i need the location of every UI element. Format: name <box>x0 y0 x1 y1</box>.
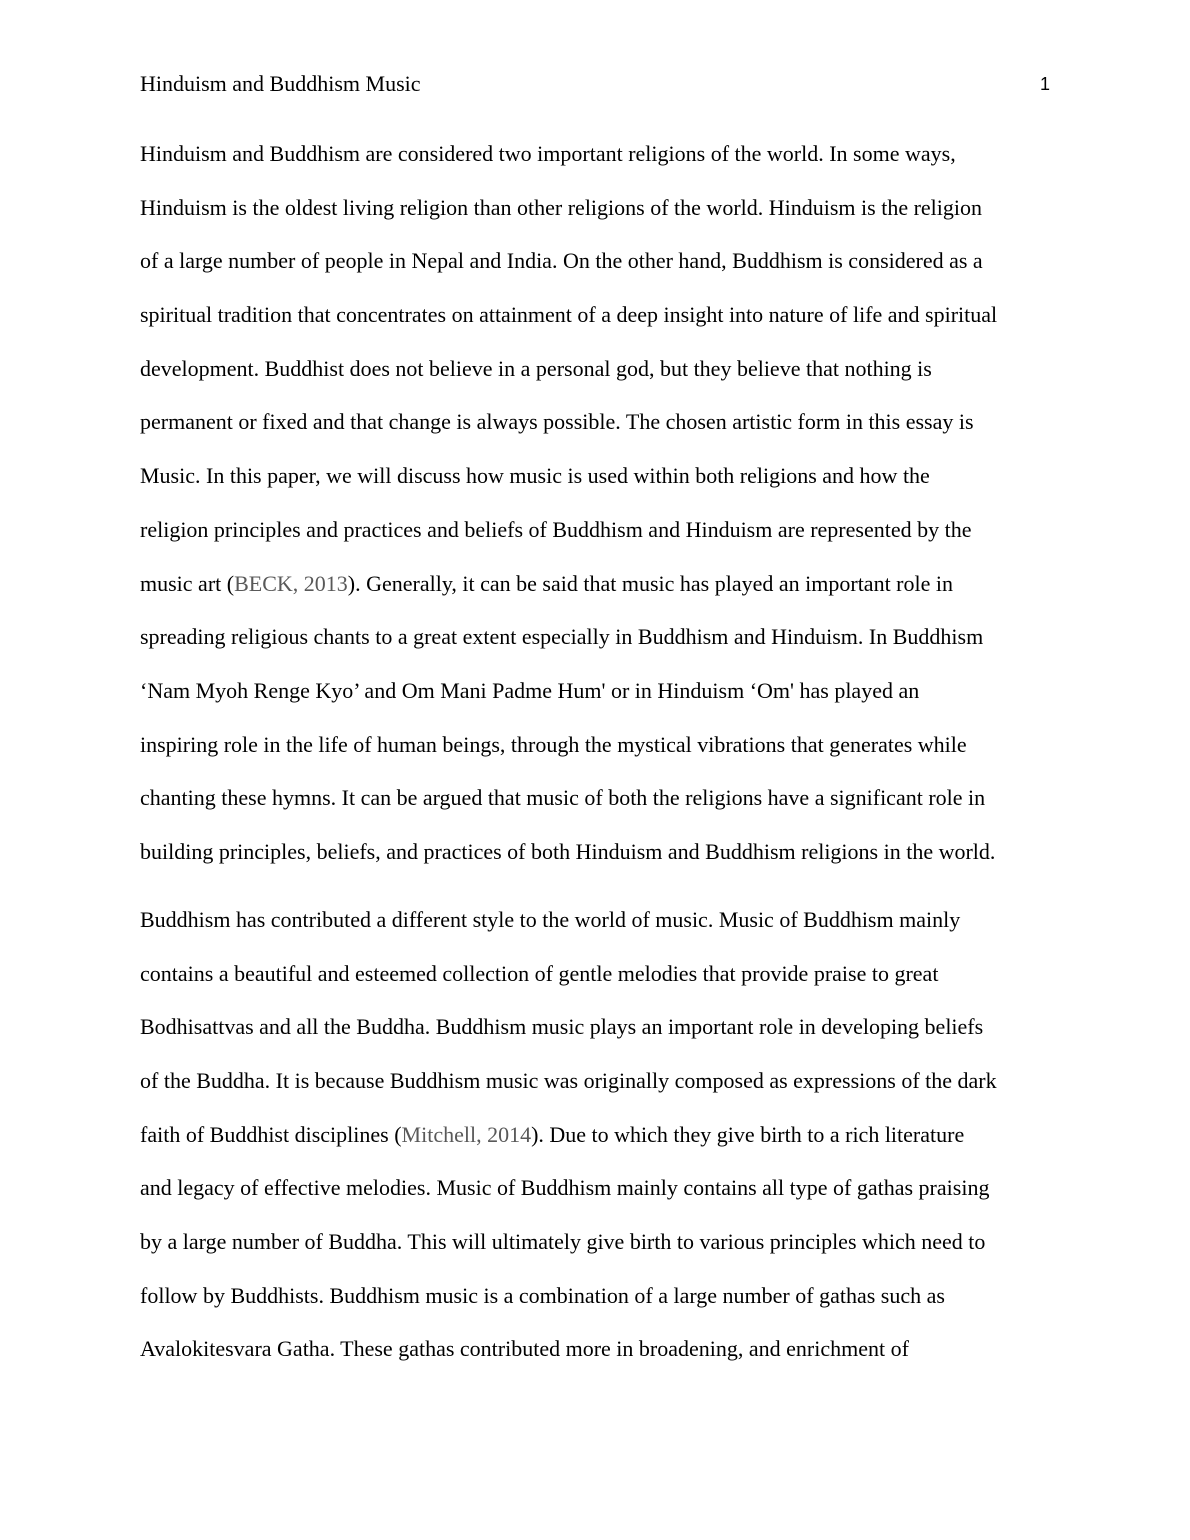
citation-beck-2013: BECK, 2013 <box>234 570 348 596</box>
body-text <box>140 140 1050 1389</box>
paragraph-introduction <box>140 140 1050 906</box>
text-line: Hinduism is the oldest living religion than other religions of the world. Hinduism is the religion <box>140 194 983 220</box>
paragraph-buddhism-music <box>140 906 1050 1389</box>
text-line: follow by Buddhists. Buddhism music is a combination of a large number of gathas such as <box>140 1282 945 1308</box>
running-head: Hinduism and Buddhism Music <box>140 71 421 96</box>
text-line: Avalokitesvara Gatha. These gathas contributed more in broadening, and enrichment of <box>140 1336 909 1362</box>
text-line: spreading religious chants to a great extent especially in Buddhism and Hinduism. In Buddhism <box>140 624 984 650</box>
text-line: spiritual tradition that concentrates on attainment of a deep insight into nature of life and spiritual <box>140 302 998 328</box>
text-line-with-citation <box>140 1121 1050 1175</box>
text-line: Bodhisattvas and all the Buddha. Buddhism music plays an important role in developing beliefs <box>140 1014 984 1040</box>
text-line: of the Buddha. It is because Buddhism music was originally composed as expressions of the dark <box>140 1068 997 1093</box>
text-line: and legacy of effective melodies. Music of Buddhism mainly contains all type of gathas praising <box>140 1175 990 1201</box>
text-line: chanting these hymns. It can be argued that music of both the religions have a significant role in <box>140 785 986 811</box>
page-number: 1 <box>1039 74 1050 94</box>
text-line: Music. In this paper, we will discuss how music is used within both religions and how the <box>140 463 930 489</box>
page-header <box>140 70 1050 100</box>
text-line-with-citation <box>140 570 1050 624</box>
text-line: building principles, beliefs, and practices of both Hinduism and Buddhism religions in the world. <box>140 838 996 864</box>
citation-mitchell-2014: Mitchell, 2014 <box>401 1121 532 1147</box>
line-text-after-citation: ). Generally, it can be said that music has played an important role in <box>347 570 953 596</box>
text-line: contains a beautiful and esteemed collection of gentle melodies that provide praise to great <box>140 960 939 986</box>
text-line: ‘Nam Myoh Renge Kyo’ and Om Mani Padme Hum' or in Hinduism ‘Om' has played an <box>140 677 920 703</box>
text-line: permanent or fixed and that change is always possible. The chosen artistic form in this essay is <box>140 409 974 435</box>
line-text-before-citation: music art ( <box>140 570 235 596</box>
text-line: Buddhism has contributed a different style to the world of music. Music of Buddhism mainly <box>140 906 961 932</box>
line-text-before-citation: faith of Buddhist disciplines ( <box>140 1121 402 1147</box>
text-line: Hinduism and Buddhism are considered two important religions of the world. In some ways, <box>140 141 956 166</box>
text-line: of a large number of people in Nepal and India. On the other hand, Buddhism is considered as a <box>140 248 983 274</box>
line-text-after-citation: ). Due to which they give birth to a rich literature <box>531 1121 965 1147</box>
text-line: religion principles and practices and beliefs of Buddhism and Hinduism are represented by the <box>140 516 972 542</box>
text-line: inspiring role in the life of human beings, through the mystical vibrations that generates while <box>140 731 967 757</box>
text-line: by a large number of Buddha. This will ultimately give birth to various principles which need to <box>140 1229 986 1255</box>
text-line: development. Buddhist does not believe in a personal god, but they believe that nothing is <box>140 355 932 381</box>
